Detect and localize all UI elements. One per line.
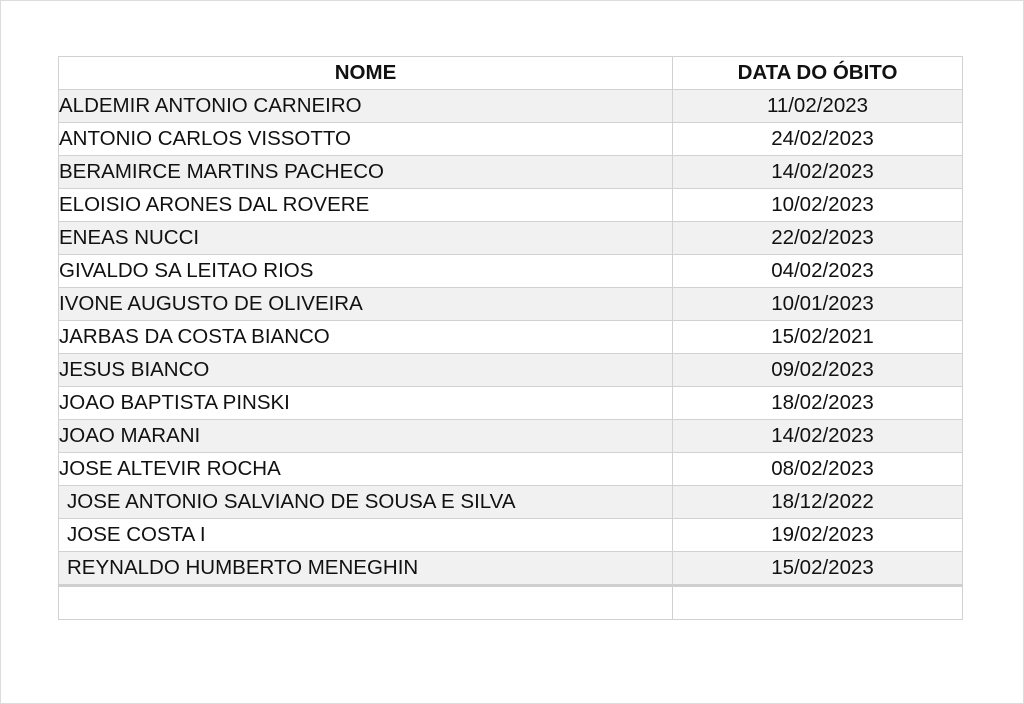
cell-name: ELOISIO ARONES DAL ROVERE <box>59 189 673 222</box>
cell-name: IVONE AUGUSTO DE OLIVEIRA <box>59 288 673 321</box>
cell-date: 15/02/2021 <box>673 321 963 354</box>
table-row <box>59 189 963 222</box>
cell-name: JOSE ANTONIO SALVIANO DE SOUSA E SILVA <box>59 486 673 519</box>
table-row <box>59 387 963 420</box>
column-header-name: NOME <box>59 57 673 90</box>
cell-name: ENEAS NUCCI <box>59 222 673 255</box>
table-header-row <box>59 57 963 90</box>
table-row <box>59 156 963 189</box>
cell-name: BERAMIRCE MARTINS PACHECO <box>59 156 673 189</box>
table-row <box>59 486 963 519</box>
table-row <box>59 519 963 552</box>
cell-date: 04/02/2023 <box>673 255 963 288</box>
cell-name: JOAO BAPTISTA PINSKI <box>59 387 673 420</box>
table-row <box>59 90 963 123</box>
cell-date: 10/02/2023 <box>673 189 963 222</box>
table-row <box>59 123 963 156</box>
empty-table-row <box>59 586 963 620</box>
table-row <box>59 321 963 354</box>
empty-cell <box>59 586 673 620</box>
deaths-table <box>58 56 963 620</box>
table-row <box>59 354 963 387</box>
table-row <box>59 255 963 288</box>
cell-name: ANTONIO CARLOS VISSOTTO <box>59 123 673 156</box>
cell-date: 19/02/2023 <box>673 519 963 552</box>
cell-name: ALDEMIR ANTONIO CARNEIRO <box>59 90 673 123</box>
cell-date: 24/02/2023 <box>673 123 963 156</box>
cell-name: JOSE COSTA I <box>59 519 673 552</box>
cell-date: 18/02/2023 <box>673 387 963 420</box>
table-row <box>59 288 963 321</box>
cell-name: JESUS BIANCO <box>59 354 673 387</box>
table-row <box>59 420 963 453</box>
cell-date: 18/12/2022 <box>673 486 963 519</box>
cell-name: JARBAS DA COSTA BIANCO <box>59 321 673 354</box>
cell-date: 14/02/2023 <box>673 156 963 189</box>
cell-date: 10/01/2023 <box>673 288 963 321</box>
table-row <box>59 552 963 586</box>
table-row <box>59 453 963 486</box>
table-row <box>59 222 963 255</box>
cell-date: 11/02/2023 <box>673 90 963 123</box>
cell-name: GIVALDO SA LEITAO RIOS <box>59 255 673 288</box>
cell-name: JOAO MARANI <box>59 420 673 453</box>
cell-name: REYNALDO HUMBERTO MENEGHIN <box>59 552 673 586</box>
empty-cell <box>673 586 963 620</box>
cell-date: 08/02/2023 <box>673 453 963 486</box>
cell-date: 14/02/2023 <box>673 420 963 453</box>
cell-date: 09/02/2023 <box>673 354 963 387</box>
cell-date: 15/02/2023 <box>673 552 963 586</box>
column-header-date: DATA DO ÓBITO <box>673 57 963 90</box>
cell-date: 22/02/2023 <box>673 222 963 255</box>
cell-name: JOSE ALTEVIR ROCHA <box>59 453 673 486</box>
